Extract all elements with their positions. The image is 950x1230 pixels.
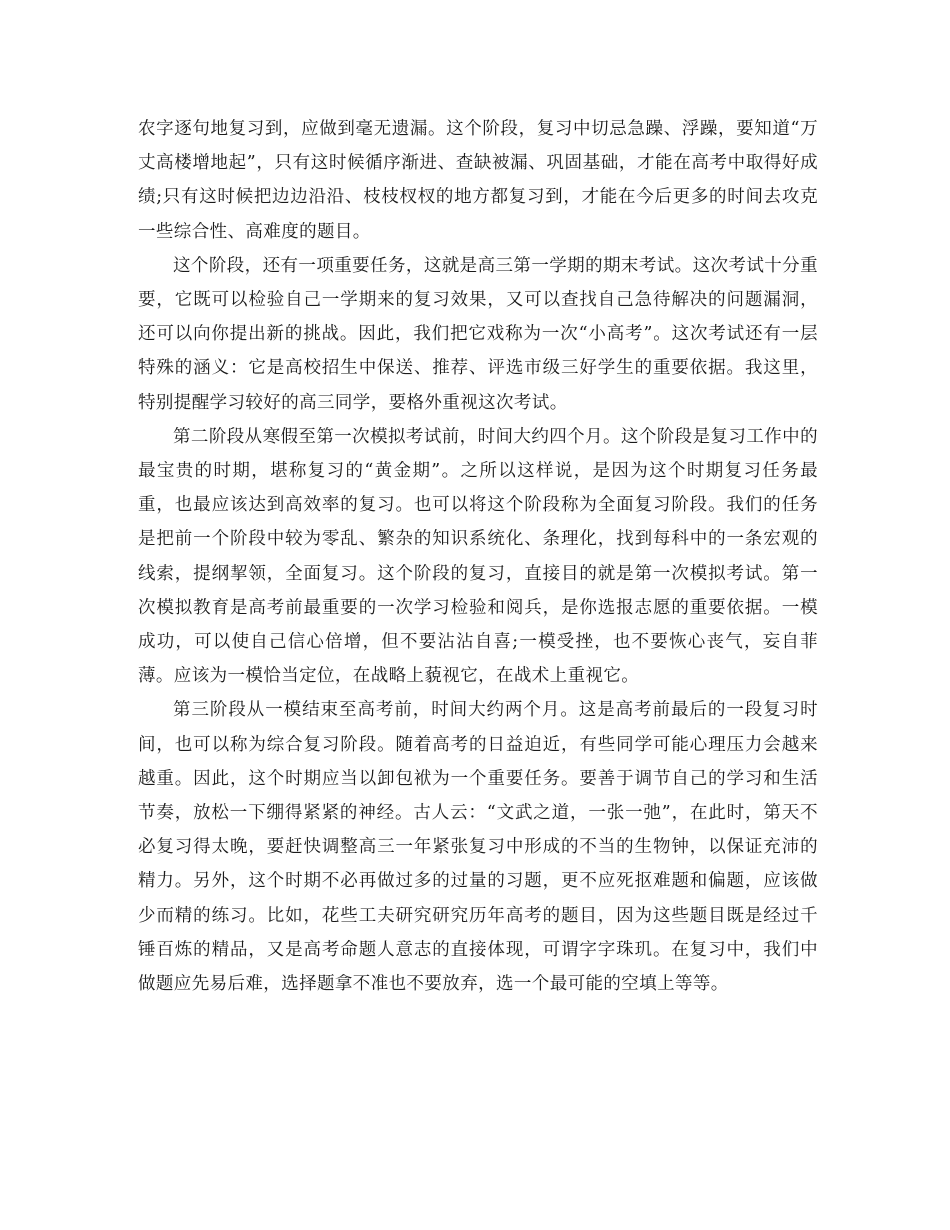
paragraph-continuation: 农字逐句地复习到，应做到毫无遗漏。这个阶段，复习中切忌急躁、浮躁，要知道“万丈高楼增地起”，只有这时候循序渐进、查缺被漏、巩固基础，才能在高考中取得好成绩;只有这时候把边边沿沿、枝枝杈杈的地方都复习到，才能在今后更多的时间去攻克一些综合性、高难度的题目。 (138, 119, 818, 242)
paragraph-stage-three: 第三阶段从一模结束至高考前，时间大约两个月。这是高考前最后的一段复习时间，也可以称为综合复习阶段。随着高考的日益迫近，有些同学可能心理压力会越来越重。因此，这个时期应当以卸包袱为一个重要任务。要善于调节自己的学习和生活节奏，放松一下绷得紧紧的神经。古人云：“文武之道，一张一弛”，在此时，第天不必复习得太晚，要赶快调整高三一年紧张复习中形成的不当的生物钟，以保证充沛的精力。另外，这个时期不必再做过多的过量的习题，更不应死抠难题和偏题，应该做少而精的练习。比如，花些工夫研究研究历年高考的题目，因为这些题目既是经过千锤百炼的精品，又是高考命题人意志的直接体现，可谓字字珠玑。在复习中，我们中做题应先易后难，选择题拿不准也不要放弃，选一个最可能的空填上等等。 (138, 700, 818, 995)
paragraph-final-exam: 这个阶段，还有一项重要任务，这就是高三第一学期的期末考试。这次考试十分重要，它既可以检验自己一学期来的复习效果，又可以查找自己急待解决的问题漏洞，还可以向你提出新的挑战。因此，我们把它戏称为一次“小高考”。这次考试还有一层特殊的涵义：它是高校招生中保送、推荐、评选市级三好学生的重要依据。我这里，特别提醒学习较好的高三同学，要格外重视这次考试。 (138, 255, 818, 413)
paragraph-stage-two: 第二阶段从寒假至第一次模拟考试前，时间大约四个月。这个阶段是复习工作中的最宝贵的时期，堪称复习的“黄金期”。之所以这样说，是因为这个时期复习任务最重，也最应该达到高效率的复习。也可以将这个阶段称为全面复习阶段。我们的任务是把前一个阶段中较为零乱、繁杂的知识系统化、条理化，找到每科中的一条宏观的线索，提纲挈领，全面复习。这个阶段的复习，直接目的就是第一次模拟考试。第一次模拟教育是高考前最重要的一次学习检验和阅兵，是你选报志愿的重要依据。一模成功，可以使自己信心倍增，但不要沾沾自喜;一模受挫，也不要恢心丧气，妄自菲薄。应该为一模恰当定位，在战略上藐视它，在战术上重视它。 (138, 426, 818, 687)
document-body (138, 112, 818, 1001)
